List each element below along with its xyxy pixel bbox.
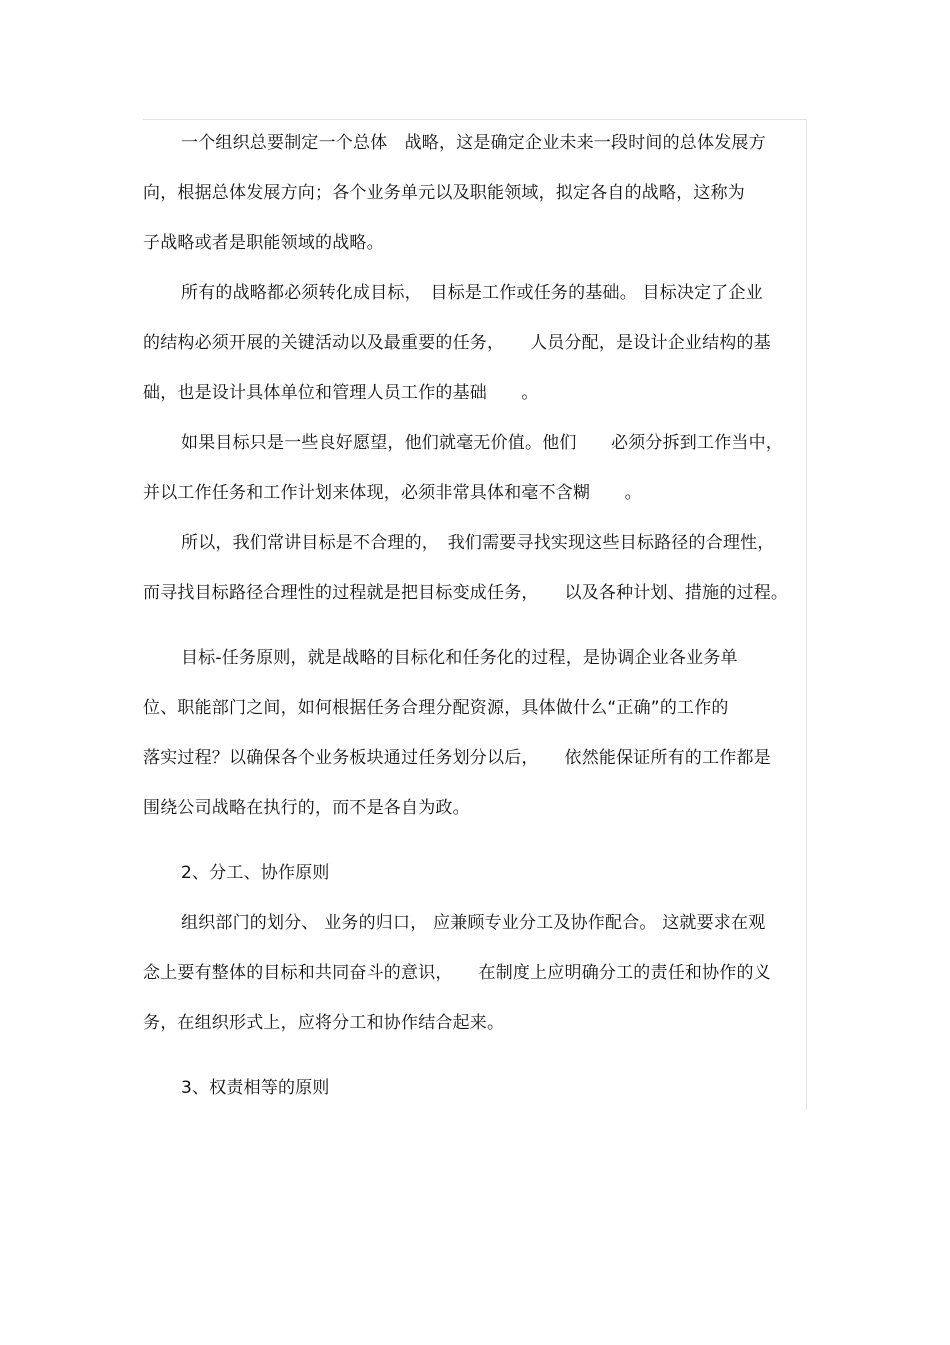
text-line: 子战略或者是职能领域的战略。 (143, 233, 384, 253)
text-line: 落实过程？以确保各个业务板块通过任务划分以后， 依然能保证所有的工作都是 (143, 748, 771, 768)
section-heading: 3、权责相等的原则 (181, 1078, 330, 1098)
text-line: 础，也是设计具体单位和管理人员工作的基础 。 (143, 383, 539, 403)
text-line: 务，在组织形式上，应将分工和协作结合起来。 (143, 1013, 505, 1033)
text-line: 如果目标只是一些良好愿望，他们就毫无价值。他们 必须分拆到工作当中， (181, 433, 783, 453)
text-line: 一个组织总要制定一个总体 战略，这是确定企业未来一段时间的总体发展方 (181, 133, 766, 153)
text-line: 的结构必须开展的关键活动以及最重要的任务， 人员分配，是设计企业结构的基 (143, 333, 771, 353)
text-line: 念上要有整体的目标和共同奋斗的意识， 在制度上应明确分工的责任和协作的义 (143, 963, 771, 983)
text-line: 所以，我们常讲目标是不合理的， 我们需要寻找实现这些目标路径的合理性， (181, 533, 775, 553)
text-line: 目标-任务原则，就是战略的目标化和任务化的过程，是协调企业各业务单 (181, 648, 738, 668)
text-line: 向，根据总体发展方向；各个业务单元以及职能领域，拟定各自的战略，这称为 (143, 183, 745, 203)
text-line: 而寻找目标路径合理性的过程就是把目标变成任务， 以及各种计划、措施的过程。 (143, 583, 789, 603)
text-line: 并以工作任务和工作计划来体现，必须非常具体和毫不含糊 。 (143, 483, 642, 503)
text-line: 所有的战略都必须转化成目标， 目标是工作或任务的基础。 目标决定了企业 (181, 283, 763, 303)
section-heading: 2、分工、协作原则 (181, 863, 330, 883)
text-line: 组织部门的划分、 业务的归口， 应兼顾专业分工及协作配合。 这就要求在观 (181, 913, 766, 933)
text-line: 位、职能部门之间，如何根据任务合理分配资源，具体做什么“正确”的工作的 (143, 698, 729, 718)
text-line: 围绕公司战略在执行的，而不是各自为政。 (143, 798, 470, 818)
